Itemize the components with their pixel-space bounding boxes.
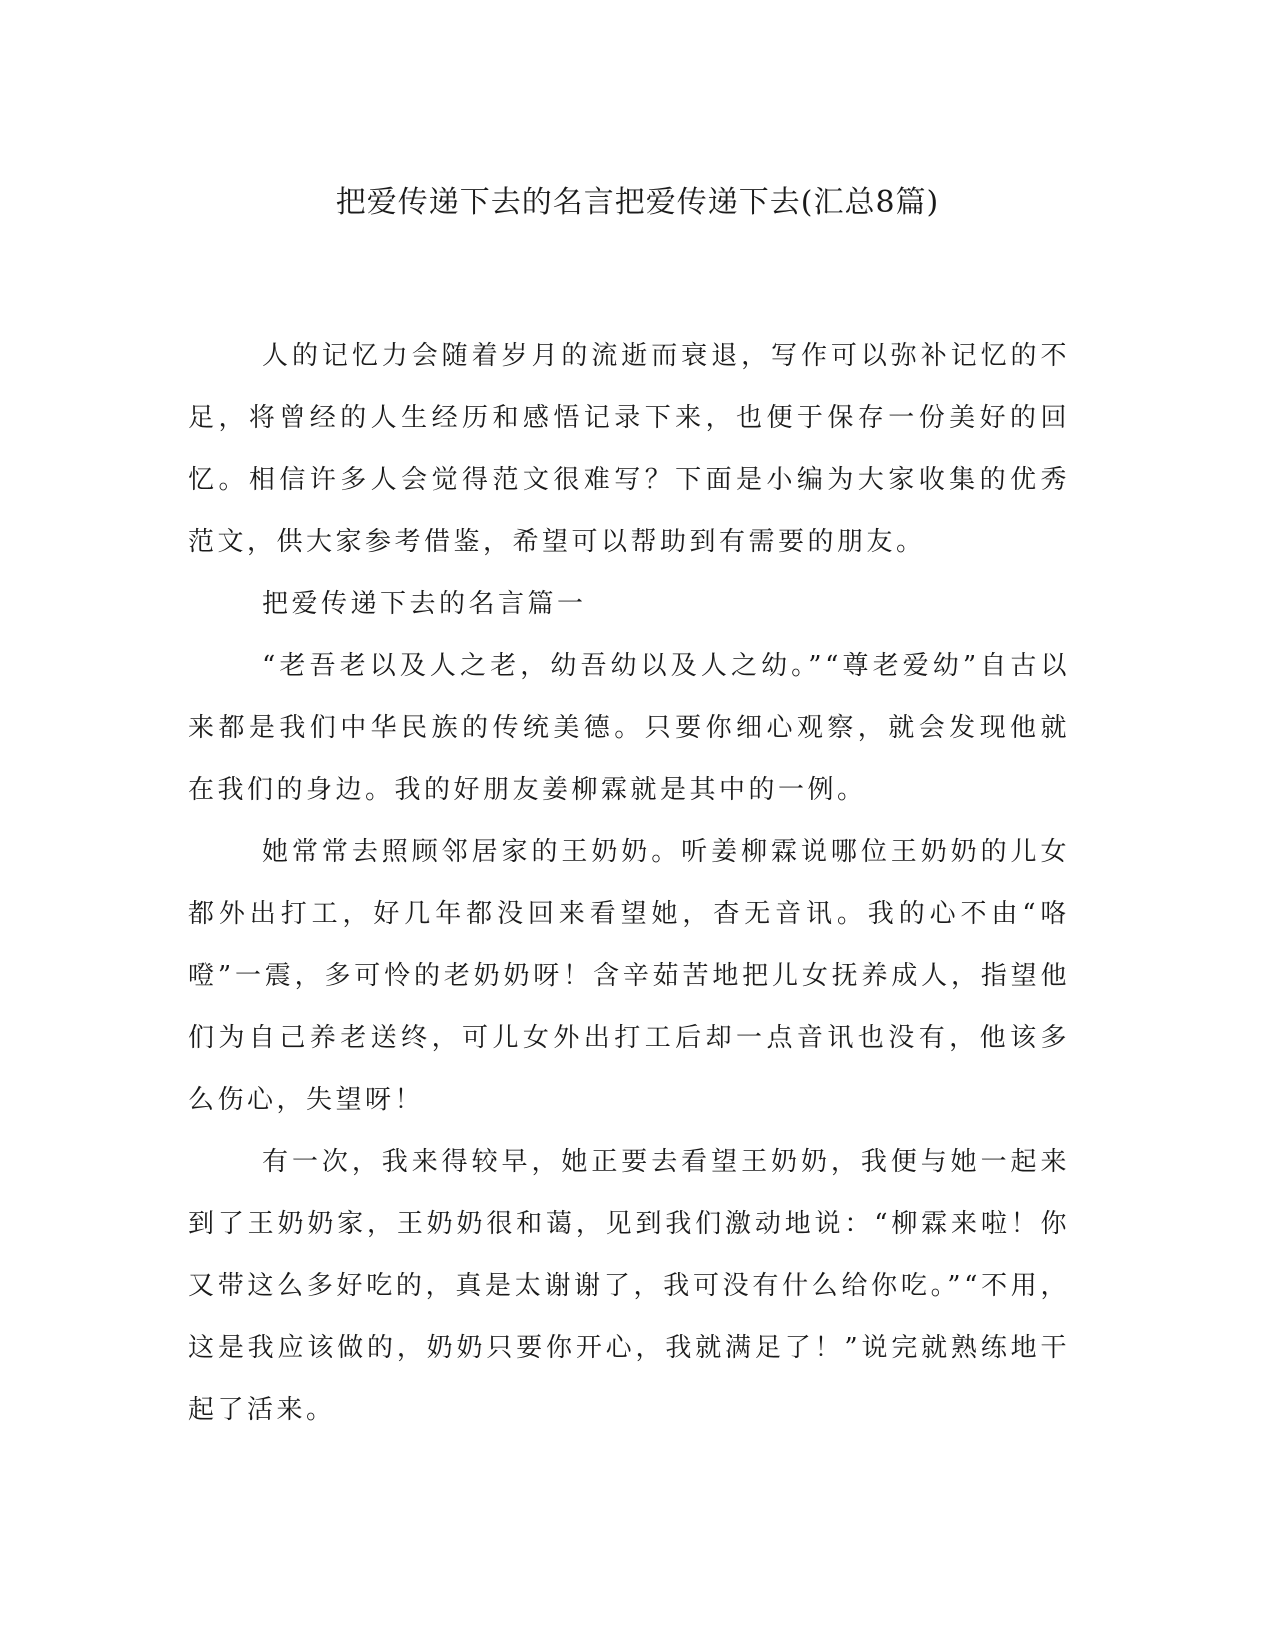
body-paragraph: 她常常去照顾邻居家的王奶奶。听姜柳霖说哪位王奶奶的儿女都外出打工，好几年都没回来看望她，杳无音讯。我的心不由“咯噔”一震，多可怜的老奶奶呀！含辛茹苦地把儿女抚养成人，指望他们为自己养老送终，可儿女外出打工后却一点音讯也没有，他该多么伤心，失望呀！ — [188, 837, 1070, 1115]
page-title: 把爱传递下去的名言把爱传递下去(汇总8篇) — [335, 185, 940, 220]
section-heading: 把爱传递下去的名言篇一 — [262, 589, 587, 619]
intro-paragraph: 人的记忆力会随着岁月的流逝而衰退，写作可以弥补记忆的不足，将曾经的人生经历和感悟记录下来，也便于保存一份美好的回忆。相信许多人会觉得范文很难写？下面是小编为大家收集的优秀范文，供大家参考借鉴，希望可以帮助到有需要的朋友。 — [188, 341, 1070, 557]
body-paragraph: “老吾老以及人之老，幼吾幼以及人之幼。”“尊老爱幼”自古以来都是我们中华民族的传统美德。只要你细心观察，就会发现他就在我们的身边。我的好朋友姜柳霖就是其中的一例。 — [188, 651, 1070, 805]
body-paragraph: 有一次，我来得较早，她正要去看望王奶奶，我便与她一起来到了王奶奶家，王奶奶很和蔼，见到我们激动地说：“柳霖来啦！你又带这么多好吃的，真是太谢谢了，我可没有什么给你吃。”“不用，这是我应该做的，奶奶只要你开心，我就满足了！”说完就熟练地干起了活来。 — [188, 1147, 1070, 1425]
document-body — [188, 325, 1070, 1441]
